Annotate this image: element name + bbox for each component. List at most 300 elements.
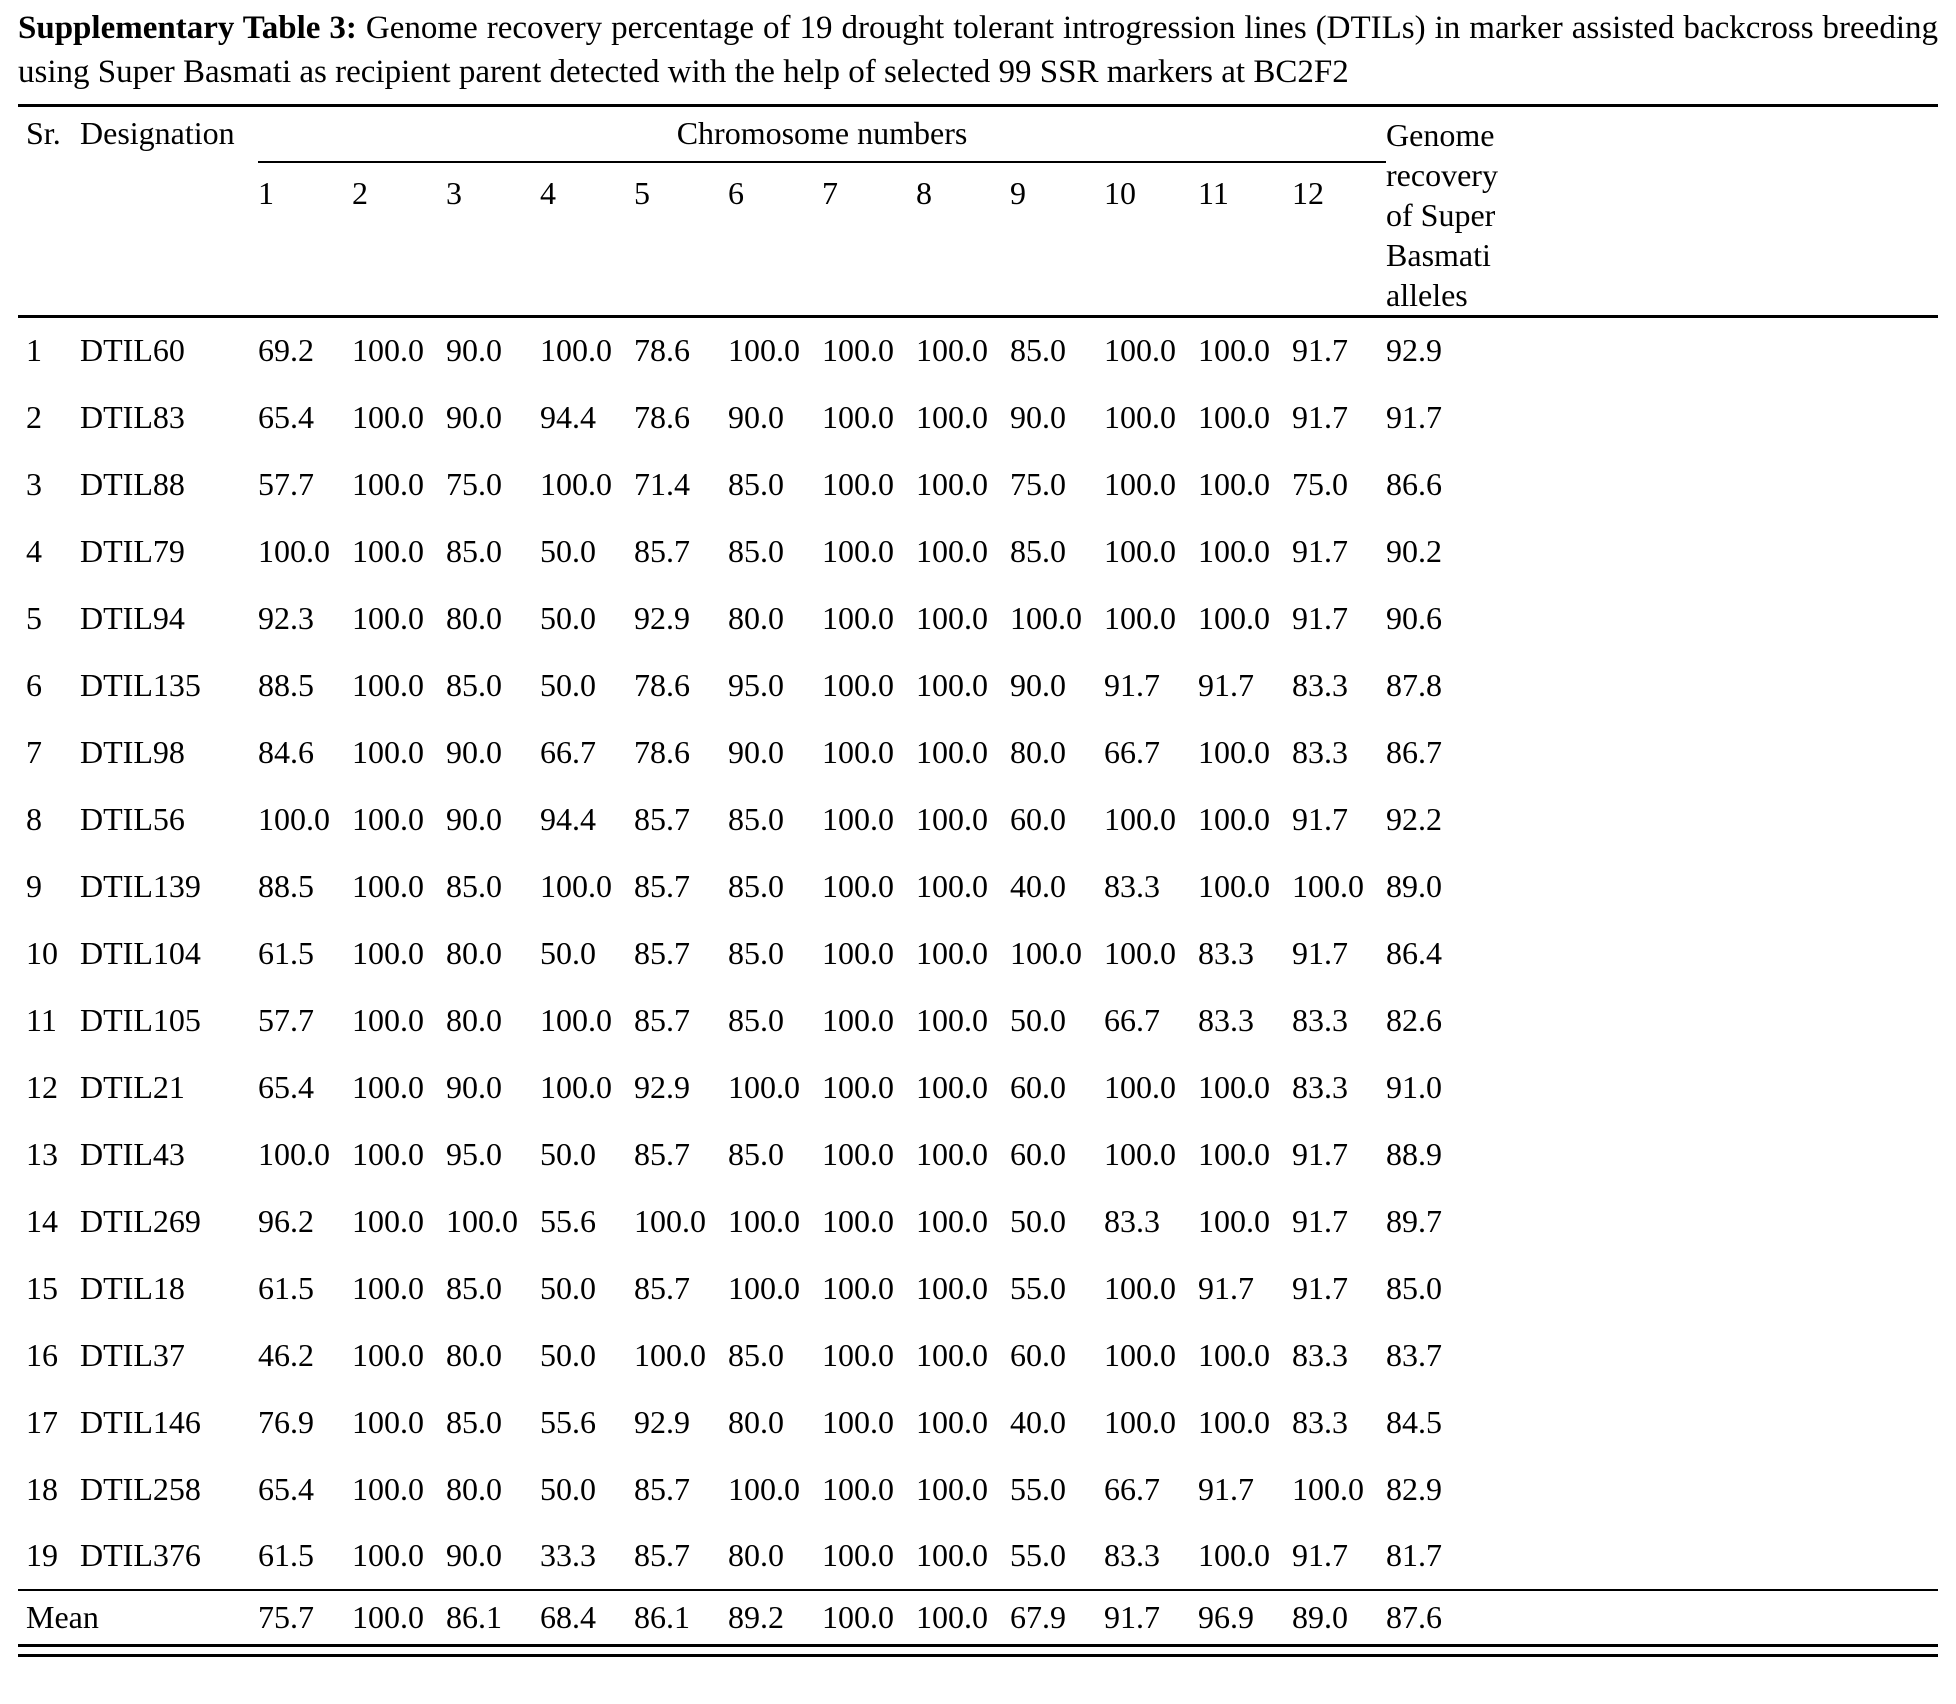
cell-sr: 1: [26, 332, 42, 369]
cell-sr: 4: [26, 532, 42, 569]
cell-genome-recovery: 91.7: [1386, 398, 1443, 435]
cell-chromosome-value: 88.5: [258, 867, 314, 904]
cell-chromosome-mean: 86.1: [446, 1590, 540, 1646]
cell-chromosome-value: 100.0: [1198, 465, 1270, 502]
cell-chromosome-value: 100.0: [352, 934, 424, 971]
cell-chromosome-value: 85.0: [728, 1336, 784, 1373]
cell-genome-recovery: 81.7: [1386, 1537, 1443, 1573]
cell-chromosome-value: 65.4: [258, 398, 314, 435]
cell-chromosome-value: 100.0: [1198, 1202, 1270, 1239]
cell-chromosome-mean: 89.2: [728, 1590, 822, 1646]
cell-chromosome-value: 80.0: [446, 1336, 502, 1373]
cell-chromosome-value: 50.0: [540, 1336, 596, 1373]
cell-chromosome-value: 100.0: [916, 1403, 988, 1440]
cell-chromosome-value: 50.0: [540, 1470, 596, 1507]
cell-chromosome-value: 85.7: [634, 800, 690, 837]
cell-chromosome-value: 100.0: [540, 332, 612, 369]
cell-chromosome-value: 100.0: [540, 867, 612, 904]
cell-chromosome-value: 90.0: [446, 733, 502, 770]
cell-chromosome-value: 85.0: [446, 867, 502, 904]
cell-genome-recovery: 86.6: [1386, 465, 1443, 502]
cell-chromosome-value: 100.0: [822, 733, 894, 770]
cell-chromosome-value: 40.0: [1010, 867, 1066, 904]
cell-chromosome-value: 50.0: [540, 1135, 596, 1172]
table-row: [18, 317, 1938, 384]
cell-chromosome-value: 100.0: [822, 465, 894, 502]
table-row: [18, 652, 1938, 719]
cell-sr: 5: [26, 599, 42, 636]
cell-chromosome-value: 90.0: [728, 398, 784, 435]
cell-chromosome-value: 90.0: [446, 800, 502, 837]
cell-chromosome-value: 100.0: [634, 1202, 706, 1239]
cell-sr: 3: [26, 465, 42, 502]
cell-sr: 6: [26, 666, 42, 703]
cell-chromosome-value: 66.7: [1104, 1470, 1160, 1507]
cell-chromosome-value: 100.0: [352, 800, 424, 837]
cell-chromosome-value: 55.6: [540, 1403, 596, 1440]
cell-chromosome-value: 100.0: [540, 1068, 612, 1105]
cell-chromosome-value: 80.0: [1010, 733, 1066, 770]
cell-chromosome-value: 50.0: [540, 666, 596, 703]
header-chromosome-9: 9: [1010, 162, 1104, 317]
cell-sr: 14: [26, 1202, 58, 1239]
cell-chromosome-value: 83.3: [1292, 1001, 1348, 1038]
cell-sr: 9: [26, 867, 42, 904]
cell-chromosome-value: 100.0: [352, 1470, 424, 1507]
cell-chromosome-value: 91.7: [1292, 398, 1348, 435]
cell-sr: 2: [26, 398, 42, 435]
cell-chromosome-value: 83.3: [1104, 1537, 1160, 1573]
cell-chromosome-value: 100.0: [822, 800, 894, 837]
header-genome-recovery: [1386, 106, 1938, 317]
cell-chromosome-value: 100.0: [916, 1001, 988, 1038]
header-chromosome-12: 12: [1292, 162, 1386, 317]
cell-chromosome-value: 100.0: [634, 1336, 706, 1373]
cell-chromosome-value: 100.0: [540, 1001, 612, 1038]
table-header: [18, 106, 1938, 317]
cell-chromosome-value: 100.0: [822, 666, 894, 703]
caption-label: Supplementary Table 3:: [18, 10, 357, 46]
header-chromosome-numbers: Chromosome numbers: [258, 106, 1386, 162]
cell-chromosome-value: 91.7: [1292, 1202, 1348, 1239]
cell-chromosome-value: 83.3: [1198, 934, 1254, 971]
cell-chromosome-value: 85.0: [446, 666, 502, 703]
cell-designation: DTIL269: [80, 1202, 201, 1239]
cell-designation: DTIL18: [80, 1269, 185, 1306]
cell-chromosome-value: 91.7: [1198, 1269, 1254, 1306]
cell-chromosome-value: 50.0: [540, 599, 596, 636]
cell-chromosome-value: 100.0: [728, 1202, 800, 1239]
cell-chromosome-value: 100.0: [352, 398, 424, 435]
cell-chromosome-value: 100.0: [352, 1001, 424, 1038]
cell-sr: 10: [26, 934, 58, 971]
table-caption: [18, 6, 1938, 94]
table-body: [18, 317, 1938, 1646]
header-designation: Designation: [80, 106, 258, 317]
cell-chromosome-value: 85.7: [634, 1001, 690, 1038]
cell-chromosome-value: 100.0: [1198, 1068, 1270, 1105]
cell-chromosome-value: 100.0: [916, 1269, 988, 1306]
cell-chromosome-value: 61.5: [258, 934, 314, 971]
header-chromosome-10: 10: [1104, 162, 1198, 317]
cell-chromosome-value: 71.4: [634, 465, 690, 502]
cell-chromosome-value: 83.3: [1292, 1403, 1348, 1440]
cell-chromosome-value: 91.7: [1104, 666, 1160, 703]
cell-chromosome-value: 100.0: [916, 599, 988, 636]
cell-designation: DTIL105: [80, 1001, 201, 1038]
table-row: [18, 1456, 1938, 1523]
cell-chromosome-value: 100.0: [916, 1537, 988, 1573]
cell-designation: DTIL79: [80, 532, 185, 569]
header-chromosome-7: 7: [822, 162, 916, 317]
cell-chromosome-value: 100.0: [352, 1068, 424, 1105]
cell-chromosome-value: 100.0: [916, 666, 988, 703]
cell-chromosome-value: 85.0: [728, 532, 784, 569]
cell-chromosome-value: 95.0: [728, 666, 784, 703]
cell-designation: DTIL21: [80, 1068, 185, 1105]
cell-chromosome-value: 85.7: [634, 1269, 690, 1306]
cell-genome-recovery: 89.0: [1386, 867, 1443, 904]
cell-chromosome-value: 100.0: [1104, 1336, 1176, 1373]
cell-chromosome-value: 80.0: [446, 599, 502, 636]
header-chromosome-2: 2: [352, 162, 446, 317]
cell-genome-recovery: 89.7: [1386, 1202, 1443, 1239]
cell-chromosome-value: 78.6: [634, 733, 690, 770]
cell-chromosome-value: 100.0: [822, 532, 894, 569]
cell-chromosome-value: 85.0: [728, 800, 784, 837]
cell-chromosome-value: 85.7: [634, 1470, 690, 1507]
cell-chromosome-value: 100.0: [916, 1068, 988, 1105]
cell-chromosome-value: 85.7: [634, 1135, 690, 1172]
cell-designation: DTIL94: [80, 599, 185, 636]
cell-chromosome-value: 100.0: [258, 800, 330, 837]
cell-sr: 15: [26, 1269, 58, 1306]
table-row: [18, 384, 1938, 451]
cell-chromosome-mean: 68.4: [540, 1590, 634, 1646]
cell-chromosome-value: 78.6: [634, 666, 690, 703]
table-row: [18, 1121, 1938, 1188]
cell-sr: 8: [26, 800, 42, 837]
cell-chromosome-value: 83.3: [1292, 666, 1348, 703]
cell-genome-recovery: 92.9: [1386, 332, 1443, 369]
table-row: [18, 987, 1938, 1054]
cell-chromosome-value: 61.5: [258, 1537, 314, 1573]
cell-chromosome-value: 100.0: [1292, 1470, 1364, 1507]
cell-chromosome-value: 100.0: [1104, 1135, 1176, 1172]
cell-chromosome-value: 90.0: [728, 733, 784, 770]
table-row: [18, 1322, 1938, 1389]
cell-genome-recovery: 90.2: [1386, 532, 1443, 569]
cell-chromosome-value: 90.0: [446, 332, 502, 369]
cell-genome-recovery: 90.6: [1386, 599, 1443, 636]
cell-chromosome-value: 65.4: [258, 1068, 314, 1105]
cell-designation: DTIL37: [80, 1336, 185, 1373]
cell-chromosome-value: 100.0: [1198, 532, 1270, 569]
cell-chromosome-value: 100.0: [352, 532, 424, 569]
cell-chromosome-value: 100.0: [916, 1470, 988, 1507]
cell-chromosome-value: 100.0: [822, 1537, 894, 1573]
cell-chromosome-value: 55.0: [1010, 1470, 1066, 1507]
cell-chromosome-value: 66.7: [540, 733, 596, 770]
cell-chromosome-mean: 100.0: [822, 1590, 916, 1646]
cell-chromosome-value: 100.0: [822, 1336, 894, 1373]
cell-designation: DTIL258: [80, 1470, 201, 1507]
cell-chromosome-value: 40.0: [1010, 1403, 1066, 1440]
cell-chromosome-value: 85.0: [1010, 332, 1066, 369]
cell-designation: DTIL376: [80, 1537, 201, 1573]
cell-chromosome-value: 100.0: [822, 599, 894, 636]
cell-chromosome-value: 94.4: [540, 398, 596, 435]
cell-sr: 18: [26, 1470, 58, 1507]
cell-chromosome-value: 91.7: [1292, 800, 1348, 837]
cell-chromosome-value: 100.0: [916, 867, 988, 904]
cell-chromosome-value: 100.0: [822, 1202, 894, 1239]
cell-chromosome-value: 100.0: [352, 1537, 424, 1573]
cell-chromosome-value: 100.0: [1104, 800, 1176, 837]
cell-chromosome-value: 78.6: [634, 332, 690, 369]
cell-chromosome-value: 76.9: [258, 1403, 314, 1440]
cell-chromosome-value: 33.3: [540, 1537, 596, 1573]
cell-genome-recovery: 83.7: [1386, 1336, 1443, 1373]
header-chromosome-5: 5: [634, 162, 728, 317]
cell-chromosome-mean: 96.9: [1198, 1590, 1292, 1646]
cell-chromosome-value: 90.0: [1010, 666, 1066, 703]
cell-chromosome-value: 85.7: [634, 532, 690, 569]
cell-designation: DTIL43: [80, 1135, 185, 1172]
cell-chromosome-value: 90.0: [1010, 398, 1066, 435]
cell-chromosome-value: 100.0: [1198, 733, 1270, 770]
cell-chromosome-value: 85.0: [446, 1269, 502, 1306]
table-row: [18, 853, 1938, 920]
cell-sr: 12: [26, 1068, 58, 1105]
cell-chromosome-value: 100.0: [728, 1470, 800, 1507]
cell-chromosome-value: 80.0: [446, 934, 502, 971]
cell-chromosome-value: 100.0: [916, 934, 988, 971]
data-table: [18, 104, 1938, 1647]
bottom-double-rule: [18, 1654, 1938, 1657]
cell-designation: DTIL98: [80, 733, 185, 770]
cell-chromosome-value: 66.7: [1104, 733, 1160, 770]
cell-chromosome-value: 91.7: [1198, 1470, 1254, 1507]
cell-designation: DTIL146: [80, 1403, 201, 1440]
cell-chromosome-value: 96.2: [258, 1202, 314, 1239]
cell-chromosome-value: 57.7: [258, 1001, 314, 1038]
cell-chromosome-value: 100.0: [1198, 1135, 1270, 1172]
cell-designation: DTIL60: [80, 332, 185, 369]
caption-text: Genome recovery percentage of 19 drought tolerant introgression lines (DTILs) in marker assisted backcross breeding using Super Basmati as recipient parent detected with the help of selected 99 SSR markers at BC2F2: [18, 10, 1938, 90]
cell-chromosome-value: 85.0: [1010, 532, 1066, 569]
cell-chromosome-value: 100.0: [1104, 465, 1176, 502]
cell-chromosome-value: 100.0: [1198, 398, 1270, 435]
cell-chromosome-value: 66.7: [1104, 1001, 1160, 1038]
cell-genome-recovery: 82.6: [1386, 1001, 1443, 1038]
cell-chromosome-value: 91.7: [1292, 1135, 1348, 1172]
cell-sr: 13: [26, 1135, 58, 1172]
cell-chromosome-value: 100.0: [916, 332, 988, 369]
cell-chromosome-mean: 100.0: [916, 1590, 1010, 1646]
cell-designation: DTIL83: [80, 398, 185, 435]
cell-chromosome-value: 83.3: [1292, 1336, 1348, 1373]
cell-genome-recovery-mean: 87.6: [1386, 1590, 1938, 1646]
header-chromosome-1: 1: [258, 162, 352, 317]
table-row: [18, 1389, 1938, 1456]
cell-chromosome-value: 83.3: [1292, 1068, 1348, 1105]
cell-genome-recovery: 87.8: [1386, 666, 1443, 703]
cell-chromosome-value: 100.0: [352, 599, 424, 636]
cell-chromosome-mean: 86.1: [634, 1590, 728, 1646]
mean-row: [18, 1590, 1938, 1646]
cell-chromosome-value: 78.6: [634, 398, 690, 435]
cell-chromosome-value: 100.0: [822, 1068, 894, 1105]
cell-chromosome-value: 100.0: [1104, 599, 1176, 636]
cell-chromosome-value: 100.0: [1198, 1537, 1270, 1573]
cell-chromosome-value: 83.3: [1292, 733, 1348, 770]
header-chromosome-4: 4: [540, 162, 634, 317]
cell-chromosome-value: 91.7: [1292, 1269, 1348, 1306]
cell-designation: DTIL56: [80, 800, 185, 837]
table-row: [18, 1188, 1938, 1255]
cell-chromosome-value: 100.0: [916, 1336, 988, 1373]
cell-genome-recovery: 92.2: [1386, 800, 1443, 837]
cell-chromosome-value: 100.0: [540, 465, 612, 502]
cell-chromosome-value: 80.0: [728, 1537, 784, 1573]
cell-chromosome-value: 50.0: [540, 1269, 596, 1306]
cell-chromosome-value: 80.0: [728, 1403, 784, 1440]
cell-chromosome-value: 85.0: [446, 1403, 502, 1440]
header-chromosome-6: 6: [728, 162, 822, 317]
cell-chromosome-value: 100.0: [1198, 599, 1270, 636]
cell-chromosome-value: 100.0: [352, 733, 424, 770]
cell-chromosome-value: 84.6: [258, 733, 314, 770]
cell-chromosome-value: 100.0: [352, 867, 424, 904]
cell-chromosome-mean: 89.0: [1292, 1590, 1386, 1646]
cell-chromosome-value: 100.0: [916, 1202, 988, 1239]
cell-chromosome-value: 100.0: [1104, 332, 1176, 369]
cell-sr: 16: [26, 1336, 58, 1373]
cell-chromosome-value: 95.0: [446, 1135, 502, 1172]
cell-chromosome-value: 61.5: [258, 1269, 314, 1306]
cell-chromosome-value: 100.0: [822, 1001, 894, 1038]
cell-chromosome-value: 83.3: [1104, 867, 1160, 904]
cell-chromosome-value: 100.0: [1010, 934, 1082, 971]
cell-sr: 17: [26, 1403, 58, 1440]
cell-chromosome-value: 80.0: [446, 1001, 502, 1038]
cell-genome-recovery: 91.0: [1386, 1068, 1443, 1105]
cell-chromosome-value: 100.0: [1292, 867, 1364, 904]
table-row: [18, 451, 1938, 518]
cell-chromosome-value: 91.7: [1292, 599, 1348, 636]
cell-chromosome-value: 60.0: [1010, 1336, 1066, 1373]
cell-chromosome-value: 85.0: [728, 934, 784, 971]
cell-chromosome-value: 91.7: [1292, 934, 1348, 971]
cell-chromosome-value: 55.6: [540, 1202, 596, 1239]
cell-chromosome-value: 100.0: [1198, 1403, 1270, 1440]
cell-chromosome-value: 85.7: [634, 934, 690, 971]
cell-chromosome-value: 100.0: [258, 532, 330, 569]
cell-chromosome-value: 75.0: [446, 465, 502, 502]
header-chromosome-11: 11: [1198, 162, 1292, 317]
cell-chromosome-value: 85.0: [728, 1135, 784, 1172]
cell-chromosome-value: 83.3: [1104, 1202, 1160, 1239]
cell-chromosome-value: 100.0: [916, 800, 988, 837]
cell-chromosome-value: 50.0: [540, 532, 596, 569]
cell-genome-recovery: 82.9: [1386, 1470, 1443, 1507]
cell-chromosome-value: 80.0: [728, 599, 784, 636]
table-row: [18, 719, 1938, 786]
table-row: [18, 1255, 1938, 1322]
cell-designation: DTIL88: [80, 465, 185, 502]
cell-chromosome-value: 100.0: [1198, 332, 1270, 369]
cell-chromosome-mean: 91.7: [1104, 1590, 1198, 1646]
header-chromosome-8: 8: [916, 162, 1010, 317]
cell-chromosome-value: 91.7: [1292, 532, 1348, 569]
cell-chromosome-value: 100.0: [352, 666, 424, 703]
table-row: [18, 518, 1938, 585]
cell-chromosome-value: 100.0: [822, 1470, 894, 1507]
cell-chromosome-value: 90.0: [446, 1068, 502, 1105]
cell-chromosome-value: 92.9: [634, 1403, 690, 1440]
cell-chromosome-mean: 75.7: [258, 1590, 352, 1646]
cell-chromosome-value: 100.0: [352, 1135, 424, 1172]
cell-chromosome-value: 100.0: [352, 332, 424, 369]
cell-chromosome-value: 100.0: [1104, 532, 1176, 569]
cell-chromosome-value: 100.0: [1104, 1269, 1176, 1306]
cell-chromosome-value: 100.0: [822, 332, 894, 369]
cell-chromosome-value: 60.0: [1010, 1068, 1066, 1105]
cell-chromosome-value: 50.0: [1010, 1202, 1066, 1239]
cell-chromosome-value: 100.0: [1198, 1336, 1270, 1373]
cell-chromosome-value: 100.0: [916, 465, 988, 502]
table-row: [18, 920, 1938, 987]
cell-chromosome-value: 100.0: [728, 332, 800, 369]
cell-chromosome-value: 90.0: [446, 1537, 502, 1573]
cell-chromosome-value: 100.0: [728, 1269, 800, 1306]
cell-chromosome-value: 50.0: [1010, 1001, 1066, 1038]
cell-chromosome-value: 100.0: [1198, 867, 1270, 904]
cell-chromosome-value: 55.0: [1010, 1269, 1066, 1306]
header-chromosome-3: 3: [446, 162, 540, 317]
header-genome-recovery-text: Genome recovery of Super Basmati alleles: [1386, 117, 1498, 313]
cell-chromosome-value: 90.0: [446, 398, 502, 435]
cell-chromosome-value: 100.0: [822, 1135, 894, 1172]
cell-chromosome-value: 100.0: [916, 398, 988, 435]
header-sr: Sr.: [18, 106, 80, 317]
cell-designation: DTIL135: [80, 666, 201, 703]
cell-chromosome-value: 65.4: [258, 1470, 314, 1507]
cell-genome-recovery: 84.5: [1386, 1403, 1443, 1440]
cell-chromosome-value: 55.0: [1010, 1537, 1066, 1573]
cell-sr: 7: [26, 733, 42, 770]
cell-genome-recovery: 86.7: [1386, 733, 1443, 770]
cell-chromosome-value: 91.7: [1292, 1537, 1348, 1573]
cell-chromosome-value: 83.3: [1198, 1001, 1254, 1038]
cell-chromosome-value: 85.0: [728, 465, 784, 502]
cell-chromosome-value: 100.0: [822, 934, 894, 971]
cell-sr: 11: [26, 1001, 57, 1038]
cell-chromosome-value: 100.0: [1104, 934, 1176, 971]
cell-chromosome-value: 100.0: [728, 1068, 800, 1105]
cell-chromosome-value: 91.7: [1198, 666, 1254, 703]
cell-chromosome-value: 92.9: [634, 1068, 690, 1105]
cell-chromosome-value: 60.0: [1010, 800, 1066, 837]
cell-chromosome-value: 85.7: [634, 1537, 690, 1573]
cell-chromosome-value: 100.0: [1198, 800, 1270, 837]
header-group-row: [18, 106, 1938, 162]
cell-chromosome-value: 100.0: [446, 1202, 518, 1239]
cell-chromosome-value: 92.9: [634, 599, 690, 636]
cell-chromosome-value: 60.0: [1010, 1135, 1066, 1172]
cell-chromosome-value: 91.7: [1292, 332, 1348, 369]
